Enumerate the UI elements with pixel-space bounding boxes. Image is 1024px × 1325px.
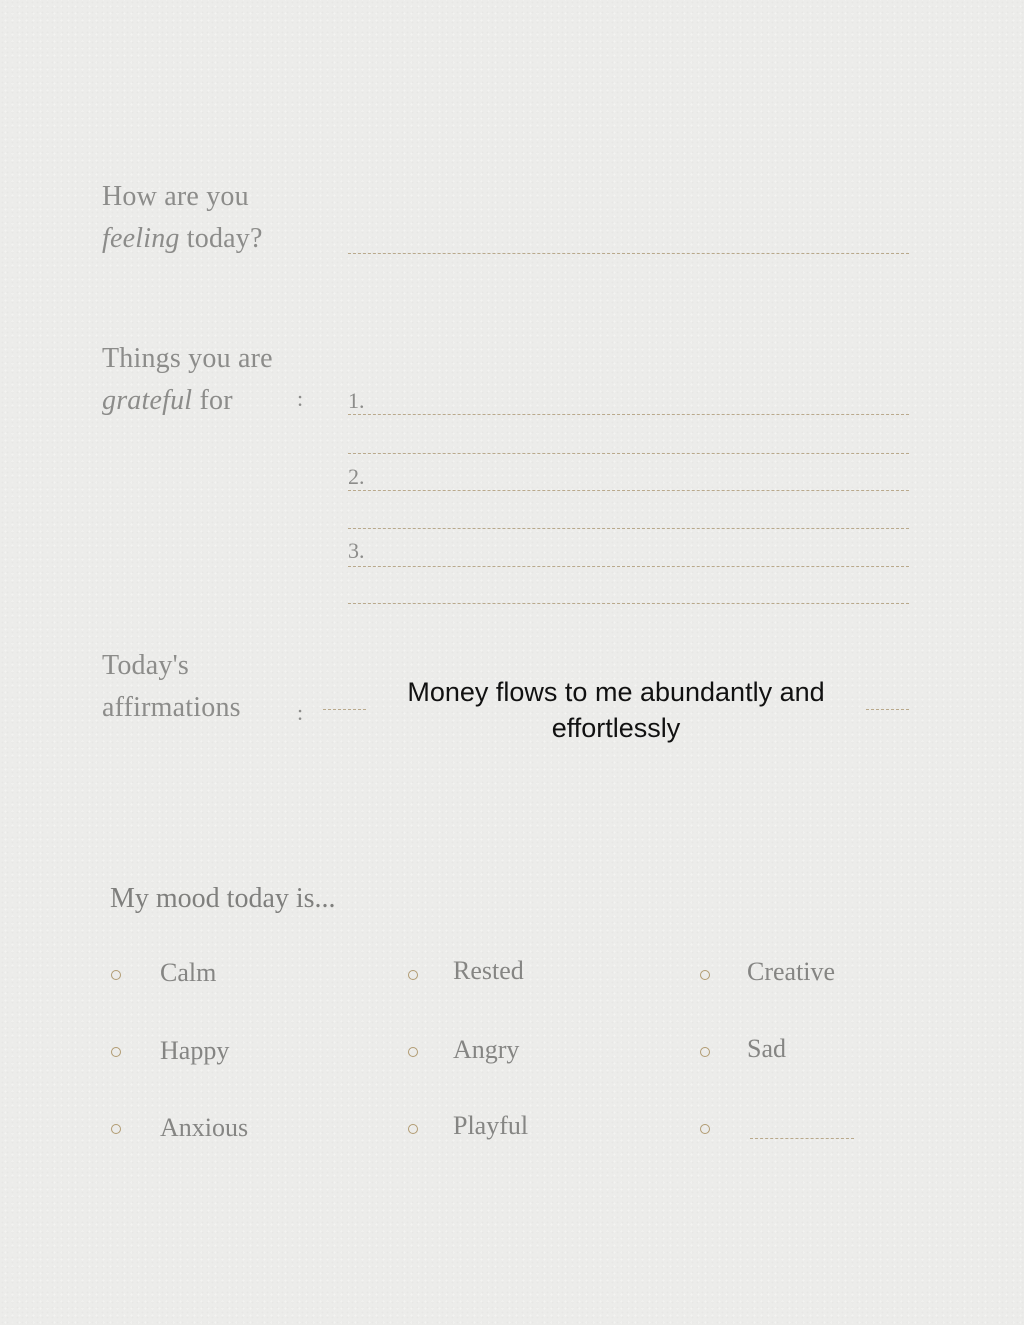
affirmations-line2: affirmations (102, 692, 241, 723)
mood-radio-playful[interactable] (408, 1124, 418, 1134)
grateful-line-1a[interactable] (348, 414, 909, 415)
grateful-line-2a[interactable] (348, 490, 909, 491)
mood-radio-anxious[interactable] (111, 1124, 121, 1134)
grateful-number-3: 3. (348, 538, 365, 563)
grateful-number-1: 1. (348, 388, 365, 413)
mood-label-sad: Sad (747, 1034, 786, 1063)
mood-label-rested: Rested (453, 956, 524, 985)
mood-label-playful: Playful (453, 1111, 529, 1140)
mood-radio-other[interactable] (700, 1124, 710, 1134)
grateful-question (102, 338, 273, 422)
grateful-line-3b[interactable] (348, 603, 909, 604)
affirmations-colon: : (297, 700, 304, 725)
mood-radio-creative[interactable] (700, 970, 710, 980)
feeling-rest: today? (179, 223, 263, 254)
grateful-line-2b[interactable] (348, 528, 909, 529)
feeling-emphasis: feeling (102, 223, 180, 254)
mood-radio-angry[interactable] (408, 1047, 418, 1057)
mood-label-happy: Happy (160, 1036, 230, 1065)
mood-label-calm: Calm (160, 958, 217, 987)
mood-radio-sad[interactable] (700, 1047, 710, 1057)
mood-title: My mood today is... (110, 883, 336, 914)
grateful-question-line1: Things you are (102, 343, 273, 374)
grateful-rest: for (192, 385, 233, 416)
grateful-colon: : (297, 386, 304, 411)
grateful-line-1b[interactable] (348, 453, 909, 454)
grateful-emphasis: grateful (102, 385, 193, 416)
feeling-answer-line[interactable] (348, 253, 909, 254)
mood-label-creative: Creative (747, 957, 836, 986)
affirmations-line-right (866, 709, 909, 710)
mood-radio-calm[interactable] (111, 970, 121, 980)
affirmation-text[interactable]: Money flows to me abundantly and effortlessly (407, 677, 825, 743)
mood-radio-rested[interactable] (408, 970, 418, 980)
mood-radio-happy[interactable] (111, 1047, 121, 1057)
affirmations-line-left (323, 709, 366, 710)
affirmations-question (102, 645, 241, 729)
affirmations-line1: Today's (102, 650, 189, 681)
mood-label-anxious: Anxious (160, 1113, 249, 1142)
mood-label-angry: Angry (453, 1035, 520, 1064)
feeling-question-line1: How are you (102, 181, 249, 212)
feeling-question (102, 176, 263, 260)
mood-other-line[interactable] (750, 1138, 854, 1139)
grateful-line-3a[interactable] (348, 566, 909, 567)
grateful-number-2: 2. (348, 464, 365, 489)
